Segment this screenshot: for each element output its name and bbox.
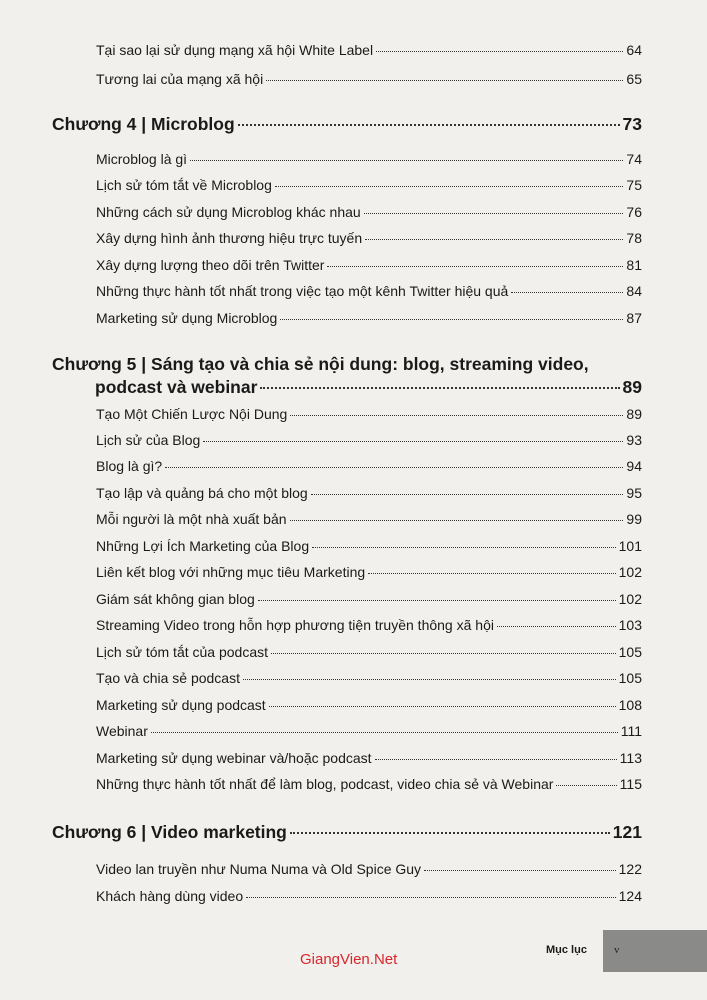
toc-entry[interactable] <box>96 151 642 167</box>
toc-entry-label: Những thực hành tốt nhất trong việc tạo một kênh Twitter hiệu quả <box>96 283 509 299</box>
toc-entry[interactable] <box>96 644 642 660</box>
toc-entry[interactable] <box>96 861 642 877</box>
toc-entry-page: 87 <box>626 310 642 326</box>
toc-entry-page: 81 <box>626 257 642 273</box>
toc-entry[interactable] <box>96 564 642 580</box>
toc-entry-page: 108 <box>618 697 642 713</box>
toc-entry-label: Tạo lập và quảng bá cho một blog <box>96 485 308 501</box>
running-footer-label: Mục lục <box>546 944 587 956</box>
toc-entry-label: Những Lợi Ích Marketing của Blog <box>96 538 310 554</box>
toc-entry[interactable] <box>96 42 642 58</box>
watermark-text: GiangVien.Net <box>300 951 398 968</box>
toc-entry-page: 101 <box>618 538 642 554</box>
toc-entry-label: Tạo Một Chiến Lược Nội Dung <box>96 406 288 422</box>
dot-leader <box>312 547 616 548</box>
toc-entry[interactable] <box>96 670 642 686</box>
toc-entry-page: 99 <box>626 511 642 527</box>
toc-entry-page: 74 <box>626 151 642 167</box>
toc-entry-label: Lịch sử tóm tắt về Microblog <box>96 177 272 193</box>
dot-leader <box>243 679 616 680</box>
toc-entry-label: Streaming Video trong hỗn hợp phương tiện truyền thông xã hội <box>96 617 494 633</box>
dot-leader <box>203 441 623 442</box>
chapter-title-line2: podcast và webinar <box>95 377 258 397</box>
dot-leader <box>238 124 620 126</box>
dot-leader <box>275 186 624 187</box>
toc-entry-page: 93 <box>626 432 642 448</box>
toc-entry-label: Webinar <box>96 723 148 739</box>
toc-entry-page: 94 <box>626 458 642 474</box>
toc-entry[interactable] <box>96 697 642 713</box>
toc-entry-label: Tạo và chia sẻ podcast <box>96 670 240 686</box>
toc-entry-page: 84 <box>626 283 642 299</box>
toc-entry-page: 78 <box>626 230 642 246</box>
toc-entry[interactable] <box>96 458 642 474</box>
toc-entry[interactable] <box>96 230 642 246</box>
toc-entry-label: Mỗi người là một nhà xuất bản <box>96 511 287 527</box>
dot-leader <box>290 832 610 834</box>
dot-leader <box>376 51 623 52</box>
dot-leader <box>246 897 616 898</box>
toc-entry[interactable] <box>96 71 642 87</box>
toc-entry-page: 124 <box>618 888 642 904</box>
toc-entry[interactable] <box>96 776 642 792</box>
dot-leader <box>556 785 616 786</box>
toc-entry-label: Tương lai của mạng xã hội <box>96 71 264 87</box>
toc-entry[interactable] <box>96 204 642 220</box>
toc-entry-label: Khách hàng dùng video <box>96 888 244 904</box>
dot-leader <box>424 870 616 871</box>
toc-entry-page: 102 <box>618 564 642 580</box>
toc-entry-page: 75 <box>626 177 642 193</box>
page-number: v <box>614 944 620 956</box>
toc-entry-page: 115 <box>619 776 642 792</box>
dot-leader <box>311 494 624 495</box>
toc-entry-page: 65 <box>626 71 642 87</box>
toc-entry-label: Marketing sử dụng podcast <box>96 697 266 713</box>
toc-entry[interactable] <box>96 750 642 766</box>
chapter-heading-5[interactable] <box>52 354 642 375</box>
toc-entry-page: 89 <box>626 406 642 422</box>
toc-entry-page: 111 <box>620 723 642 739</box>
toc-entry[interactable] <box>96 511 642 527</box>
toc-entry-page: 64 <box>626 42 642 58</box>
dot-leader <box>280 319 623 320</box>
toc-entry-label: Tại sao lại sử dụng mạng xã hội White Label <box>96 42 374 58</box>
toc-entry-label: Video lan truyền như Numa Numa và Old Spice Guy <box>96 861 422 877</box>
toc-entry-page: 95 <box>626 485 642 501</box>
toc-entry[interactable] <box>96 406 642 422</box>
toc-entry[interactable] <box>96 888 642 904</box>
chapter-heading-5-continued[interactable] <box>95 377 642 398</box>
toc-entry-label: Những thực hành tốt nhất để làm blog, podcast, video chia sẻ và Webinar <box>96 776 554 792</box>
chapter-heading-4[interactable] <box>52 114 642 135</box>
toc-entry[interactable] <box>96 591 642 607</box>
dot-leader <box>364 213 624 214</box>
dot-leader <box>497 626 616 627</box>
chapter-page: 89 <box>622 377 642 397</box>
chapter-title-line1: Chương 5 | Sáng tạo và chia sẻ nội dung: blog, streaming video, <box>52 354 589 374</box>
chapter-title: Chương 4 | Microblog <box>52 114 235 134</box>
toc-entry-label: Microblog là gì <box>96 151 188 167</box>
dot-leader <box>290 415 623 416</box>
toc-entry[interactable] <box>96 485 642 501</box>
dot-leader <box>365 239 623 240</box>
toc-entry-label: Những cách sử dụng Microblog khác nhau <box>96 204 361 220</box>
toc-entry[interactable] <box>96 310 642 326</box>
dot-leader <box>511 292 623 293</box>
dot-leader <box>258 600 616 601</box>
toc-entry[interactable] <box>96 283 642 299</box>
toc-entry[interactable] <box>96 617 642 633</box>
chapter-page: 73 <box>622 114 642 134</box>
toc-entry-page: 102 <box>618 591 642 607</box>
toc-entry-page: 103 <box>618 617 642 633</box>
dot-leader <box>368 573 616 574</box>
dot-leader <box>375 759 617 760</box>
dot-leader <box>266 80 623 81</box>
dot-leader <box>327 266 623 267</box>
dot-leader <box>290 520 624 521</box>
dot-leader <box>269 706 616 707</box>
chapter-heading-6[interactable] <box>52 822 642 843</box>
toc-entry[interactable] <box>96 723 642 739</box>
toc-entry[interactable] <box>96 257 642 273</box>
dot-leader <box>271 653 616 654</box>
toc-entry[interactable] <box>96 538 642 554</box>
toc-entry-label: Xây dựng hình ảnh thương hiệu trực tuyến <box>96 230 363 246</box>
toc-entry-page: 76 <box>626 204 642 220</box>
toc-entry-label: Xây dựng lượng theo dõi trên Twitter <box>96 257 325 273</box>
toc-entry-label: Marketing sử dụng webinar và/hoặc podcast <box>96 750 372 766</box>
toc-entry-label: Marketing sử dụng Microblog <box>96 310 278 326</box>
chapter-title: Chương 6 | Video marketing <box>52 822 287 842</box>
chapter-page: 121 <box>612 822 642 842</box>
toc-entry-label: Giám sát không gian blog <box>96 591 255 607</box>
toc-entry-page: 105 <box>618 670 642 686</box>
toc-entry-page: 105 <box>618 644 642 660</box>
dot-leader <box>165 467 623 468</box>
dot-leader <box>190 160 623 161</box>
dot-leader <box>260 387 619 389</box>
toc-entry-page: 122 <box>618 861 642 877</box>
toc-entry-label: Liên kết blog với những mục tiêu Marketing <box>96 564 366 580</box>
toc-entry[interactable] <box>96 432 642 448</box>
dot-leader <box>151 732 618 733</box>
toc-entry-label: Lịch sử tóm tắt của podcast <box>96 644 269 660</box>
toc-entry[interactable] <box>96 177 642 193</box>
toc-entry-label: Blog là gì? <box>96 458 163 474</box>
toc-entry-label: Lịch sử của Blog <box>96 432 201 448</box>
toc-entry-page: 113 <box>619 750 642 766</box>
